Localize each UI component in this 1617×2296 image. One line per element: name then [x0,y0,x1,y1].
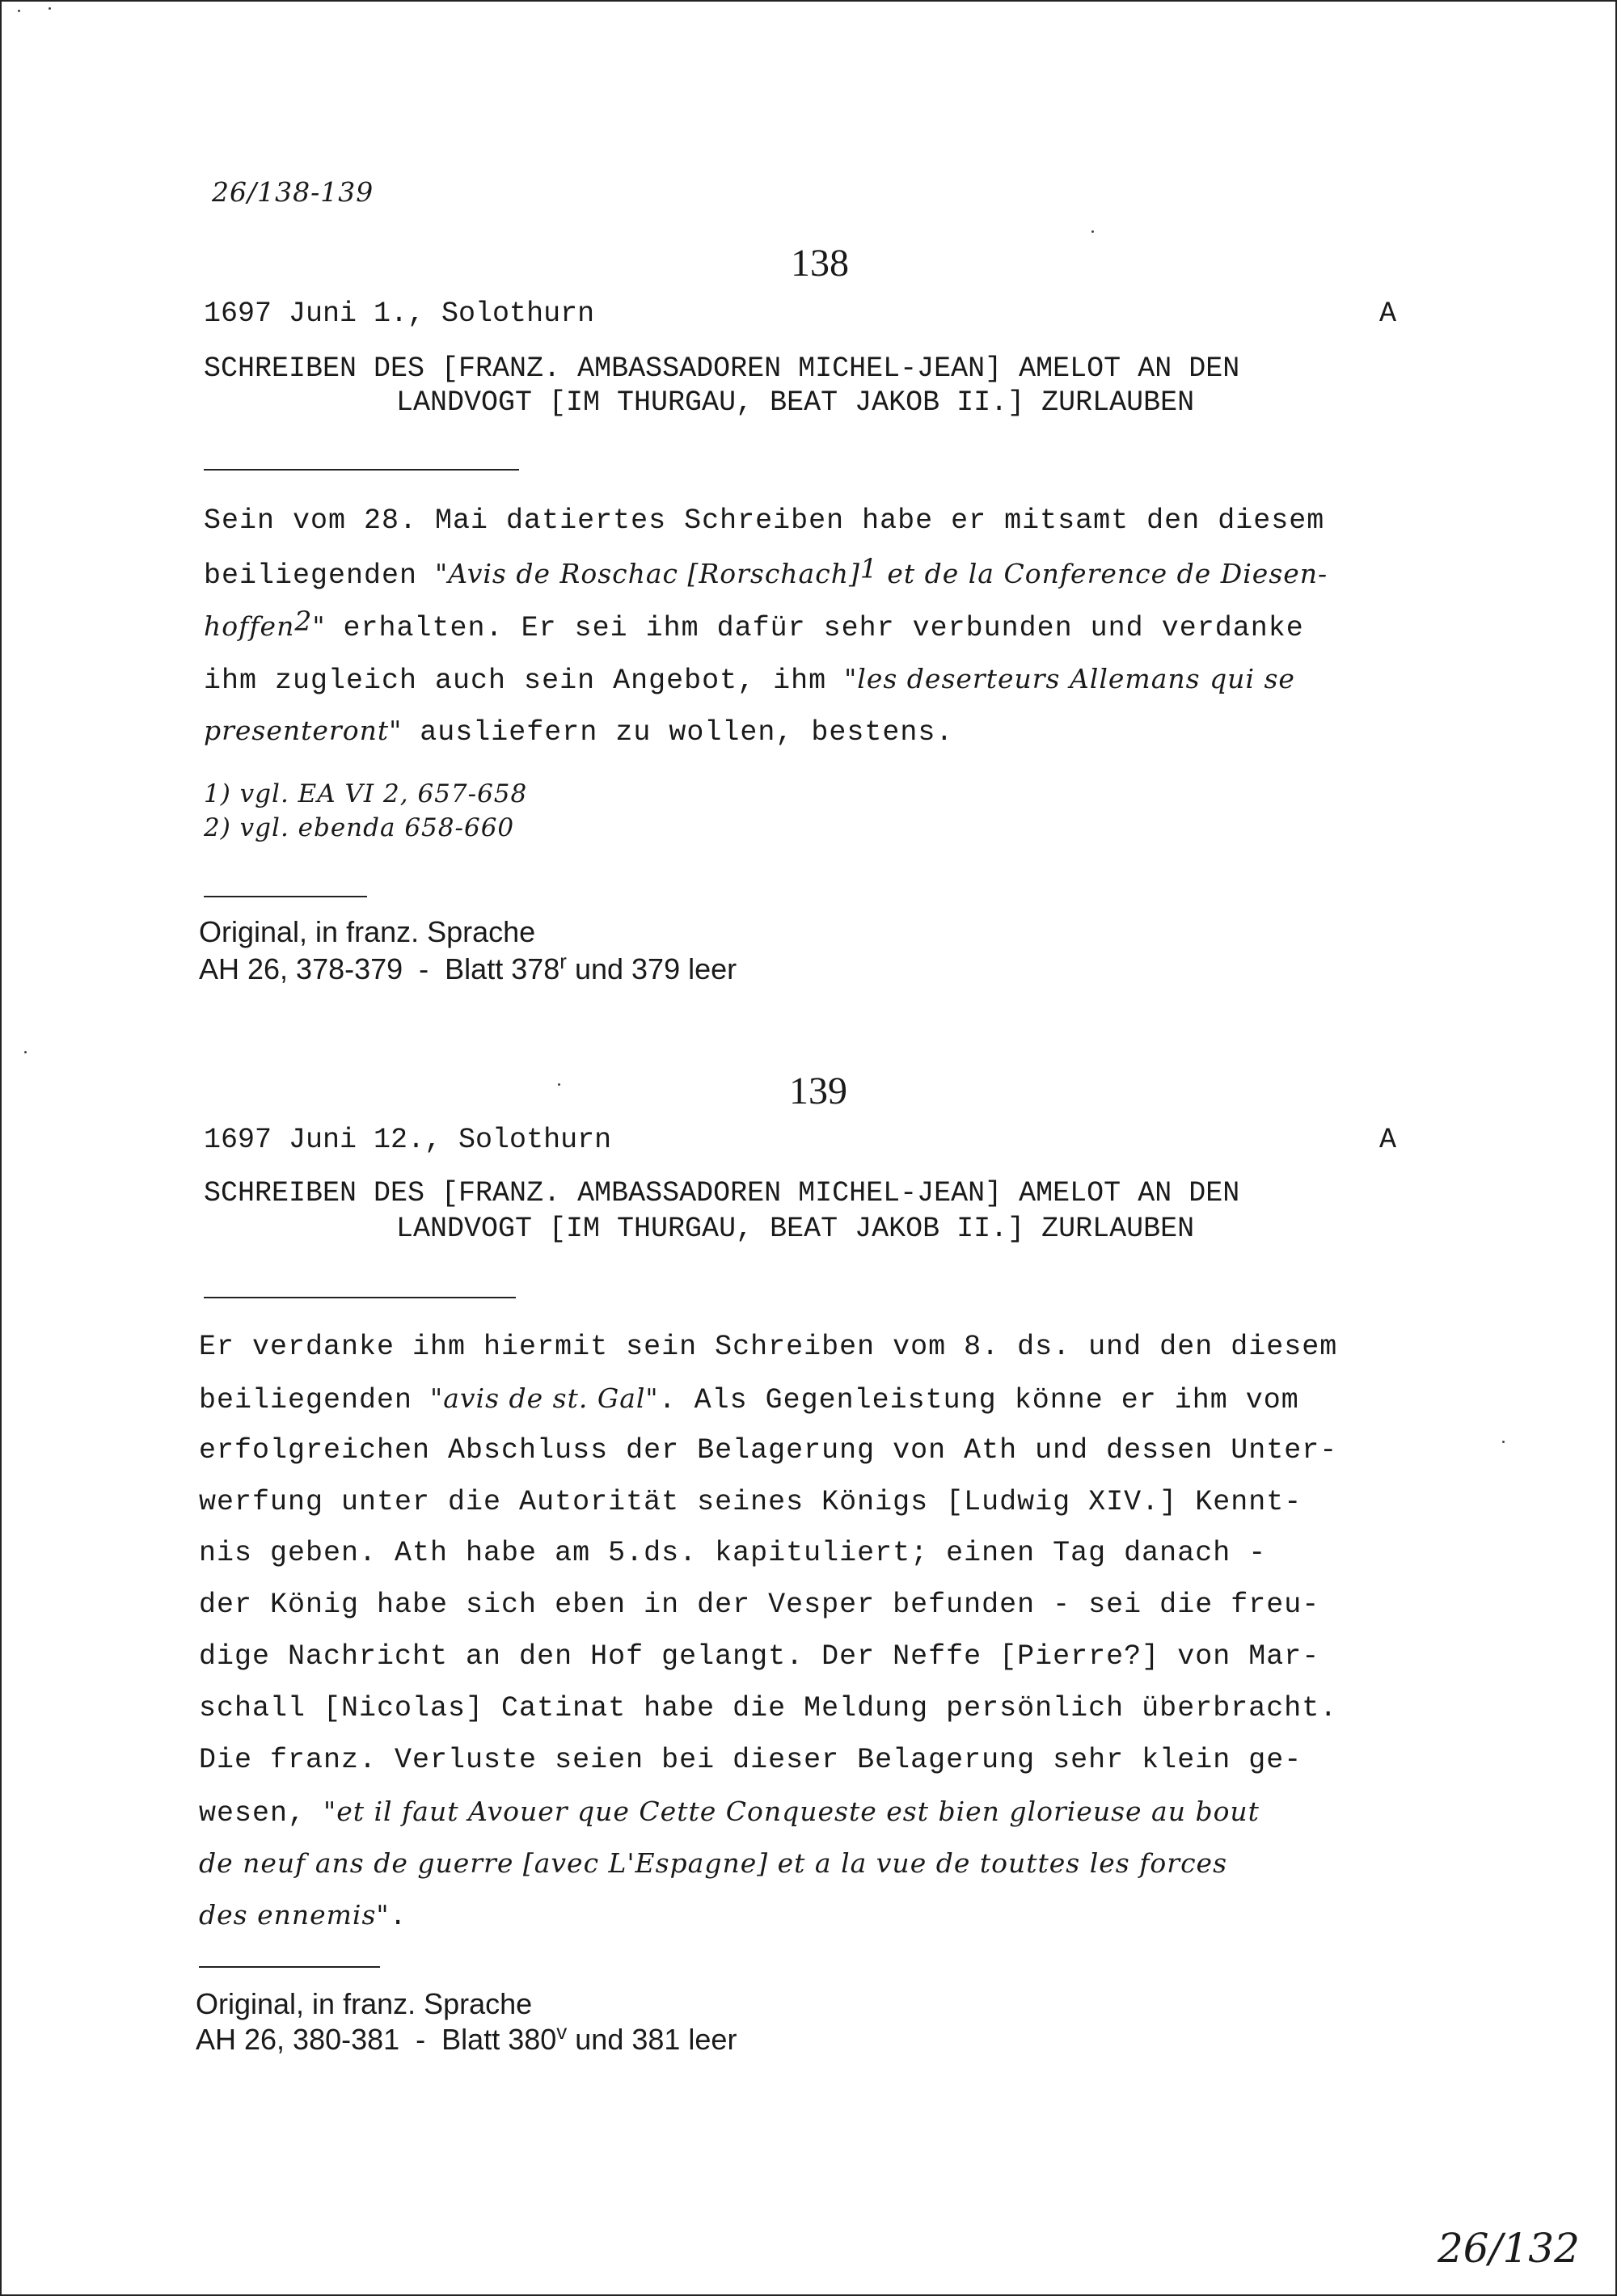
body-line: erfolgreichen Abschluss der Belagerung von Ath und dessen Unter- [199,1434,1338,1467]
source-line: AH 26, 380-381 - Blatt 380$^v$ und 381 leer [196,2020,737,2056]
folio-number: 26/132 [1438,2225,1580,2272]
title-line: SCHREIBEN DES [FRANZ. AMBASSADOREN MICHEL-JEAN] AMELOT AN DEN [204,352,1240,385]
scan-speck [18,10,20,12]
separator-rule [204,1297,516,1298]
archive-letter: A [1379,298,1397,330]
separator-rule [204,469,519,471]
document-number: 139 [789,1070,847,1112]
body-line: Er verdanke ihm hiermit sein Schreiben vom 8. ds. und den diesem [199,1331,1338,1363]
body-line: ihm zugleich auch sein Angebot, ihm "les deserteurs Allemans qui se [204,663,1295,697]
date-place: 1697 Juni 12., Solothurn [204,1124,612,1156]
footnote: 1) vgl. EA VI 2, 657-658 [204,779,528,808]
scan-speck [49,7,51,10]
date-place: 1697 Juni 1., Solothurn [204,298,595,330]
body-line: hoffen$^2$" erhalten. Er sei ihm dafür sehr verbunden und verdanke [204,605,1304,644]
reference-number: 26/138-139 [212,176,374,208]
title-line: LANDVOGT [IM THURGAU, BEAT JAKOB II.] ZURLAUBEN [396,1213,1195,1245]
separator-rule [204,896,367,897]
body-line: Sein vom 28. Mai datiertes Schreiben habe er mitsamt den diesem [204,504,1325,537]
title-line: LANDVOGT [IM THURGAU, BEAT JAKOB II.] ZURLAUBEN [396,386,1195,419]
scan-speck [558,1083,560,1086]
body-line: des ennemis". [199,1899,407,1933]
body-line: dige Nachricht an den Hof gelangt. Der Neffe [Pierre?] von Mar- [199,1640,1320,1673]
scan-speck [1091,230,1094,233]
separator-rule [199,1966,380,1968]
body-line: der König habe sich eben in der Vesper befunden - sei die freu- [199,1589,1320,1621]
body-line: beiliegenden "avis de st. Gal". Als Gegenleistung könne er ihm vom [199,1382,1299,1416]
body-line: werfung unter die Autorität seines Königs [Ludwig XIV.] Kennt- [199,1486,1302,1518]
source-line: AH 26, 378-379 - Blatt 378$^r$ und 379 leer [199,949,737,986]
body-line: presenteront" ausliefern zu wollen, bestens. [204,715,954,749]
archive-letter: A [1379,1124,1397,1156]
source-line: Original, in franz. Sprache [199,915,536,948]
body-line: de neuf ans de guerre [avec L'Espagne] et a la vue de touttes les forces [199,1847,1228,1879]
body-line: beiliegenden "Avis de Roschac [Rorschach]$^1$ et de la Conference de Diesen- [204,552,1328,592]
body-line: nis geben. Ath habe am 5.ds. kapituliert; einen Tag danach - [199,1537,1267,1569]
source-line: Original, in franz. Sprache [196,1987,533,2020]
scan-speck [24,1051,27,1053]
body-line: Die franz. Verluste seien bei dieser Belagerung sehr klein ge- [199,1744,1302,1776]
document-number: 138 [791,242,849,285]
body-line: schall [Nicolas] Catinat habe die Meldung persönlich überbracht. [199,1692,1338,1724]
title-line: SCHREIBEN DES [FRANZ. AMBASSADOREN MICHEL-JEAN] AMELOT AN DEN [204,1177,1240,1209]
scan-speck [1502,1441,1505,1443]
footnote: 2) vgl. ebenda 658-660 [204,813,515,842]
body-line: wesen, "et il faut Avouer que Cette Conqueste est bien glorieuse au bout [199,1796,1260,1830]
